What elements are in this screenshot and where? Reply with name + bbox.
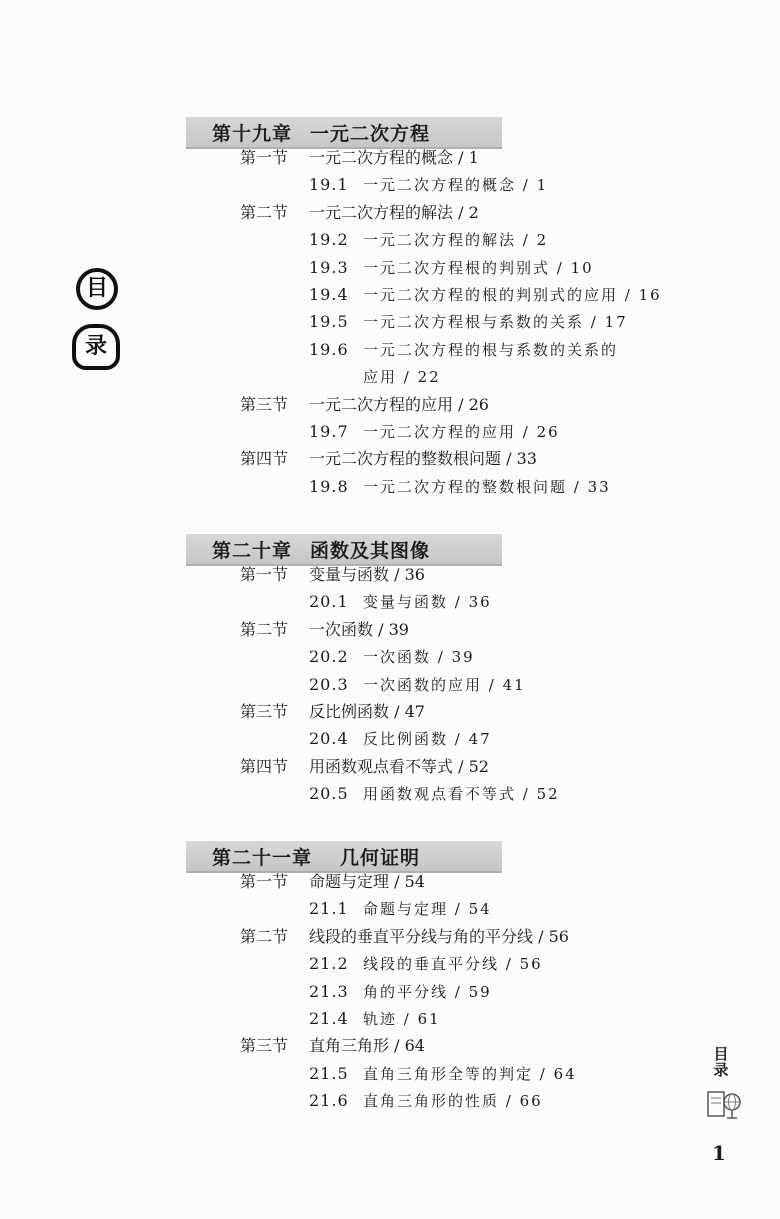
subsection-number: 19.5 <box>309 312 349 332</box>
subsection-number: 19.4 <box>309 285 349 304</box>
section-title: 一次函数 / 39 <box>309 619 409 639</box>
book-globe-icon <box>706 1084 742 1122</box>
subsection-title: 一元二次方程的根的判别式的应用 / 16 <box>363 286 662 304</box>
subsection-number: 19.1 <box>309 175 349 195</box>
side-logo-badge-bottom: 录 <box>72 324 120 370</box>
subsection-title: 线段的垂直平分线 / 56 <box>363 955 543 974</box>
subsection-number: 21.3 <box>309 981 349 1001</box>
margin-tag-char: 录 <box>713 1061 729 1079</box>
subsection-number: 20.4 <box>309 729 349 749</box>
section-title: 变量与函数 / 36 <box>309 565 425 584</box>
subsection-title: 应用 / 22 <box>363 368 441 387</box>
section-label: 第三节 <box>240 394 289 414</box>
subsection-number: 21.1 <box>309 899 349 919</box>
subsection-number: 20.5 <box>309 784 349 804</box>
margin-tag <box>710 1046 732 1078</box>
section-label: 第三节 <box>240 702 289 721</box>
section-label: 第二节 <box>240 926 289 946</box>
section-title: 一元二次方程的解法 / 2 <box>309 202 479 222</box>
subsection-number: 21.4 <box>309 1009 349 1028</box>
chapter-title: 函数及其图像 <box>310 540 431 562</box>
section-title: 一元二次方程的应用 / 26 <box>309 394 489 414</box>
margin-tag-char: 目 <box>713 1045 729 1063</box>
section-title: 命题与定理 / 54 <box>309 872 425 891</box>
chapter-header <box>186 841 502 873</box>
subsection-title: 一元二次方程的应用 / 26 <box>363 423 560 441</box>
subsection-title: 一元二次方程的概念 / 1 <box>363 176 549 195</box>
subsection-title: 变量与函数 / 36 <box>363 593 492 612</box>
section-label: 第三节 <box>240 1036 289 1056</box>
subsection-title: 一元二次方程根的判别式 / 10 <box>363 258 594 277</box>
subsection-number: 20.3 <box>309 674 349 694</box>
subsection-title: 命题与定理 / 54 <box>363 900 492 919</box>
subsection-title: 一元二次方程的根与系数的关系的 <box>363 340 619 359</box>
subsection-number: 21.2 <box>309 954 349 974</box>
subsection-number: 19.2 <box>309 230 349 250</box>
subsection-title: 一元二次方程的整数根问题 / 33 <box>363 477 611 496</box>
section-label: 第一节 <box>240 872 289 891</box>
section-title: 直角三角形 / 64 <box>309 1036 425 1056</box>
section-title: 线段的垂直平分线与角的平分线 / 56 <box>309 926 569 946</box>
subsection-title: 直角三角形全等的判定 / 64 <box>363 1064 577 1083</box>
subsection-number: 20.2 <box>309 647 349 667</box>
side-logo-badge-top: 目 <box>76 268 118 310</box>
subsection-title: 用函数观点看不等式 / 52 <box>363 785 560 804</box>
chapter-title: 一元二次方程 <box>310 123 431 145</box>
section-label: 第四节 <box>240 449 289 469</box>
subsection-number: 19.6 <box>309 339 349 359</box>
subsection-title: 轨迹 / 61 <box>363 1010 441 1028</box>
subsection-number: 19.8 <box>309 476 349 496</box>
section-label: 第四节 <box>240 756 289 776</box>
subsection-title: 直角三角形的性质 / 66 <box>363 1092 543 1111</box>
chapter-number: 第二十章 <box>212 540 293 562</box>
subsection-title: 一元二次方程的解法 / 2 <box>363 231 549 250</box>
subsection-number: 21.6 <box>309 1091 349 1111</box>
chapter-header <box>186 534 502 566</box>
section-title: 一元二次方程的整数根问题 / 33 <box>309 449 537 469</box>
subsection-title: 角的平分线 / 59 <box>363 982 492 1001</box>
chapter-number: 第十九章 <box>212 123 293 145</box>
side-logo <box>68 268 122 370</box>
subsection-number: 19.7 <box>309 422 349 441</box>
subsection-title: 一次函数 / 39 <box>363 648 475 667</box>
subsection-number: 21.5 <box>309 1063 349 1083</box>
subsection-number: 19.3 <box>309 257 349 277</box>
section-label: 第二节 <box>240 619 289 639</box>
subsection-title: 一元二次方程根与系数的关系 / 17 <box>363 313 628 332</box>
subsection-title: 一次函数的应用 / 41 <box>363 675 526 694</box>
chapter-header <box>186 117 502 149</box>
subsection-title: 反比例函数 / 47 <box>363 730 492 749</box>
section-label: 第一节 <box>240 565 289 584</box>
page-number: 1 <box>712 1141 726 1165</box>
section-label: 第一节 <box>240 148 289 167</box>
section-label: 第二节 <box>240 202 289 222</box>
chapter-title: 几何证明 <box>340 847 421 869</box>
subsection-number: 20.1 <box>309 592 349 612</box>
section-title: 用函数观点看不等式 / 52 <box>309 756 489 776</box>
chapter-number: 第二十一章 <box>212 847 313 869</box>
section-title: 一元二次方程的概念 / 1 <box>309 148 479 167</box>
section-title: 反比例函数 / 47 <box>309 702 425 721</box>
